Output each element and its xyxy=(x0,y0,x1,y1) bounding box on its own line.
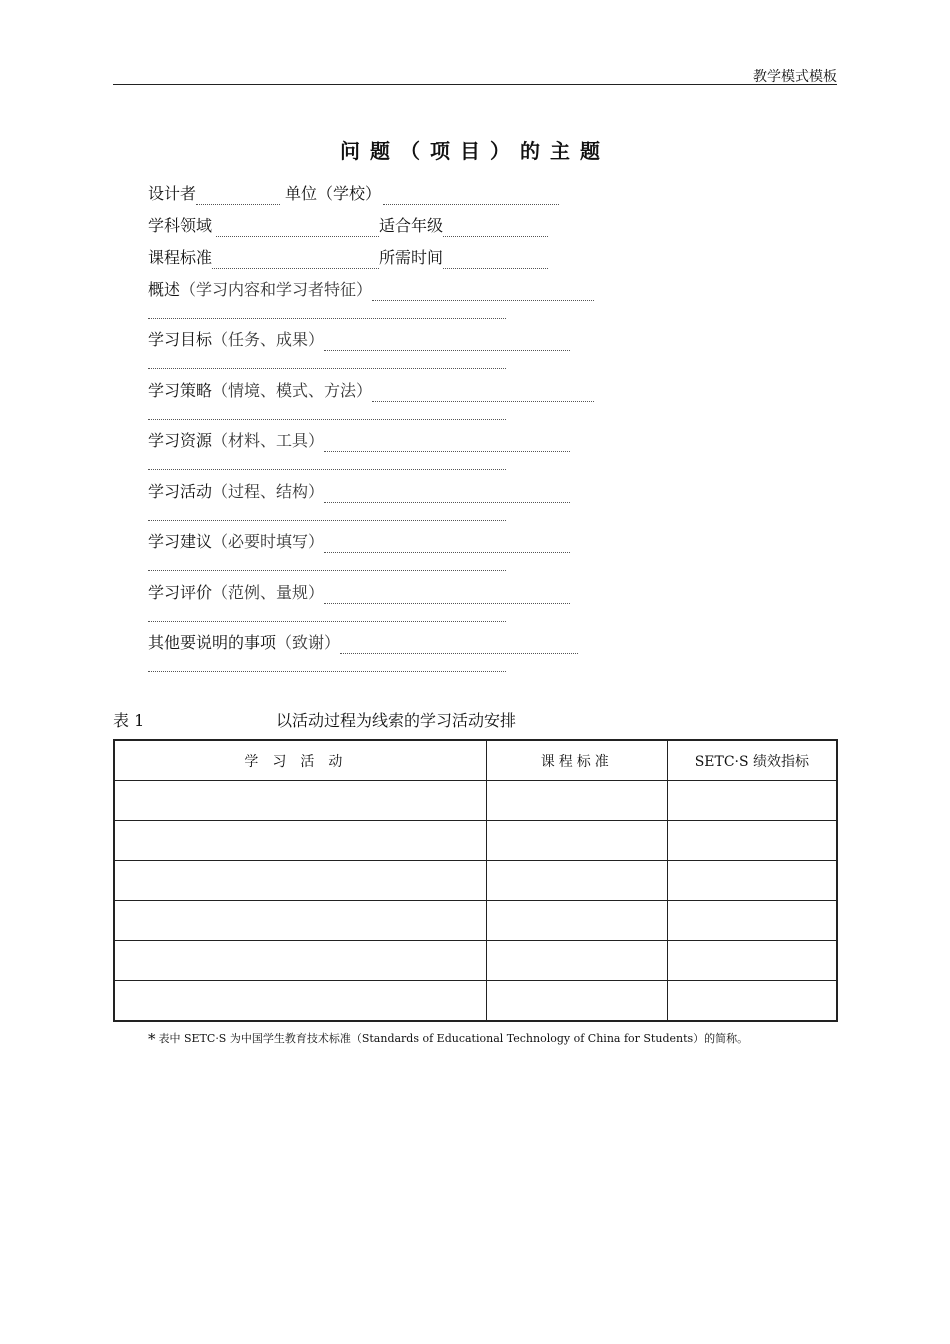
table-cell[interactable] xyxy=(486,981,667,1022)
table-cell[interactable] xyxy=(667,901,837,941)
unit-label: 单位（学校） xyxy=(285,184,382,203)
section-field[interactable] xyxy=(324,534,570,553)
section-evaluation xyxy=(148,582,570,604)
designer-field[interactable] xyxy=(196,186,280,205)
activities-continuation-line[interactable] xyxy=(148,520,506,521)
strategy-continuation-line[interactable] xyxy=(148,419,506,420)
column-header-setcs: SETC·S 绩效指标 xyxy=(667,740,837,781)
section-strategy xyxy=(148,380,594,402)
table-caption-number: 表 1 xyxy=(113,711,145,730)
table-row xyxy=(114,821,837,861)
grade-label: 适合年级 xyxy=(379,216,444,235)
unit-field[interactable] xyxy=(383,186,559,205)
column-header-standard: 课程标准 xyxy=(486,740,667,781)
table-cell[interactable] xyxy=(667,861,837,901)
activity-table xyxy=(113,739,838,1022)
table-cell[interactable] xyxy=(486,821,667,861)
section-note: （过程、结构） xyxy=(212,482,325,501)
table-cell[interactable] xyxy=(486,861,667,901)
other-continuation-line[interactable] xyxy=(148,671,506,672)
section-resources xyxy=(148,430,570,452)
table-row xyxy=(114,861,837,901)
table-cell[interactable] xyxy=(667,941,837,981)
section-field[interactable] xyxy=(324,433,570,452)
section-label: 学习资源 xyxy=(148,431,213,450)
table-header-row xyxy=(114,740,837,781)
section-label: 其他要说明的事项 xyxy=(148,633,277,652)
section-suggestions xyxy=(148,531,570,553)
subject-label: 学科领域 xyxy=(148,216,213,235)
table-cell[interactable] xyxy=(114,901,486,941)
section-note: （情境、模式、方法） xyxy=(212,381,373,400)
suggestions-continuation-line[interactable] xyxy=(148,570,506,571)
section-field[interactable] xyxy=(340,635,578,654)
table-row xyxy=(114,941,837,981)
section-other xyxy=(148,632,578,654)
table-row xyxy=(114,981,837,1022)
section-note: （材料、工具） xyxy=(212,431,325,450)
table-cell[interactable] xyxy=(114,941,486,981)
footnote-mark: * xyxy=(148,1030,156,1048)
table-cell[interactable] xyxy=(486,941,667,981)
table-cell[interactable] xyxy=(486,901,667,941)
footnote-text: 表中 SETC·S 为中国学生教育技术标准（Standards of Educational Technology of China for Students）的简称。 xyxy=(158,1032,749,1045)
footnote xyxy=(148,1030,748,1048)
section-note: （学习内容和学习者特征） xyxy=(180,280,373,299)
section-note: （致谢） xyxy=(276,633,341,652)
page-title: 问题（项目）的主题 xyxy=(340,139,610,163)
time-field[interactable] xyxy=(443,250,548,269)
table-cell[interactable] xyxy=(114,821,486,861)
table-cell[interactable] xyxy=(486,781,667,821)
standard-field[interactable] xyxy=(212,250,379,269)
grade-field[interactable] xyxy=(443,218,548,237)
time-label: 所需时间 xyxy=(379,248,444,267)
header-rule xyxy=(113,84,837,85)
section-field[interactable] xyxy=(324,332,570,351)
section-field[interactable] xyxy=(372,383,594,402)
table-cell[interactable] xyxy=(667,981,837,1022)
column-header-activities: 学习活动 xyxy=(114,740,486,781)
designer-label: 设计者 xyxy=(148,184,197,203)
table-cell[interactable] xyxy=(667,781,837,821)
section-note: （任务、成果） xyxy=(212,330,325,349)
subject-field[interactable] xyxy=(216,218,379,237)
section-field[interactable] xyxy=(324,585,570,604)
objectives-continuation-line[interactable] xyxy=(148,368,506,369)
section-label: 学习建议 xyxy=(148,532,213,551)
table-row xyxy=(114,781,837,821)
standard-label: 课程标准 xyxy=(148,248,213,267)
section-activities xyxy=(148,481,570,503)
section-note: （范例、量规） xyxy=(212,583,325,602)
section-label: 概述 xyxy=(148,280,181,299)
section-label: 学习评价 xyxy=(148,583,213,602)
section-field[interactable] xyxy=(324,484,570,503)
section-label: 学习活动 xyxy=(148,482,213,501)
table-cell[interactable] xyxy=(667,821,837,861)
table-cell[interactable] xyxy=(114,861,486,901)
resources-continuation-line[interactable] xyxy=(148,469,506,470)
subject-row xyxy=(148,215,548,237)
header-label: 教学模式模板 xyxy=(753,69,837,85)
evaluation-continuation-line[interactable] xyxy=(148,621,506,622)
section-note: （必要时填写） xyxy=(212,532,325,551)
table-row xyxy=(114,901,837,941)
section-overview xyxy=(148,279,594,301)
table-cell[interactable] xyxy=(114,781,486,821)
section-label: 学习策略 xyxy=(148,381,213,400)
designer-row xyxy=(148,183,559,205)
section-objectives xyxy=(148,329,570,351)
table-cell[interactable] xyxy=(114,981,486,1022)
overview-continuation-line[interactable] xyxy=(148,318,506,319)
standard-row xyxy=(148,247,548,269)
section-field[interactable] xyxy=(372,282,594,301)
table-caption-title: 以活动过程为线索的学习活动安排 xyxy=(276,711,517,730)
section-label: 学习目标 xyxy=(148,330,213,349)
